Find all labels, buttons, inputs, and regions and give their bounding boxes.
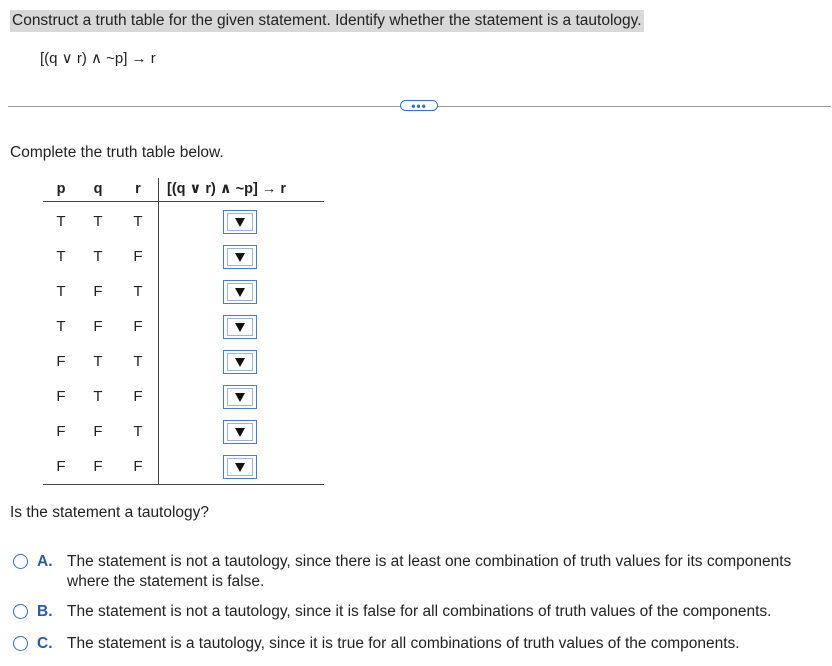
question-text: Construct a truth table for the given statement. Identify whether the statement is a tautology. [10, 10, 644, 32]
cell-q: T [93, 213, 103, 230]
cell-r: T [133, 423, 143, 440]
cell-p: F [56, 388, 66, 405]
option-a[interactable] [13, 552, 828, 592]
option-c-letter: C. [37, 635, 53, 652]
cell-p: F [56, 423, 66, 440]
truth-value-dropdown[interactable] [223, 455, 257, 479]
table-row [43, 344, 324, 379]
statement-expression: [(q ∨ r) ∧ ~p] → r [40, 50, 156, 67]
table-row [43, 379, 324, 414]
cell-r: F [133, 248, 143, 265]
chevron-down-icon [235, 428, 245, 437]
truth-value-dropdown[interactable] [223, 350, 257, 374]
cell-r: F [133, 388, 143, 405]
chevron-down-icon [235, 288, 245, 297]
header-q: q [93, 181, 103, 197]
dropdown-inner [227, 423, 253, 441]
cell-p: T [56, 318, 66, 335]
cell-r: F [133, 318, 143, 335]
chevron-down-icon [235, 323, 245, 332]
cell-p: F [56, 458, 66, 475]
cell-r: T [133, 283, 143, 300]
cell-r: T [133, 353, 143, 370]
header-r: r [135, 181, 141, 197]
option-b-text: The statement is not a tautology, since it is false for all combinations of truth values of the components. [67, 603, 772, 620]
table-row [43, 449, 324, 484]
dropdown-inner [227, 318, 253, 336]
tautology-question: Is the statement a tautology? [10, 504, 210, 521]
cell-p: T [56, 283, 66, 300]
cell-q: F [93, 458, 103, 475]
table-row [43, 414, 324, 449]
option-a-letter: A. [37, 553, 53, 570]
truth-value-dropdown[interactable] [223, 210, 257, 234]
table-instruction: Complete the truth table below. [10, 144, 224, 161]
chevron-down-icon [235, 463, 245, 472]
option-c-text: The statement is a tautology, since it is true for all combinations of truth values of the components. [67, 635, 740, 652]
chevron-down-icon [235, 358, 245, 367]
truth-table [43, 178, 324, 486]
truth-value-dropdown[interactable] [223, 315, 257, 339]
table-row [43, 239, 324, 274]
dropdown-inner [227, 213, 253, 231]
truth-value-dropdown[interactable] [223, 245, 257, 269]
cell-r: T [133, 213, 143, 230]
table-row [43, 274, 324, 309]
option-a-text: The statement is not a tautology, since there is at least one combination of truth values for its components where the statement is false. [67, 553, 792, 590]
table-bottom-border [43, 484, 324, 485]
dropdown-inner [227, 388, 253, 406]
header-expression: [(q ∨ r) ∧ ~p] → r [167, 181, 287, 197]
chevron-down-icon [235, 218, 245, 227]
radio-button-b[interactable] [13, 604, 28, 619]
cell-p: F [56, 353, 66, 370]
truth-value-dropdown[interactable] [223, 420, 257, 444]
header-divider [43, 201, 324, 202]
table-row [43, 204, 324, 239]
chevron-down-icon [235, 253, 245, 262]
cell-p: T [56, 248, 66, 265]
cell-p: T [56, 213, 66, 230]
radio-button-c[interactable] [13, 636, 28, 651]
cell-q: T [93, 388, 103, 405]
cell-r: F [133, 458, 143, 475]
dropdown-inner [227, 248, 253, 266]
cell-q: T [93, 353, 103, 370]
chevron-down-icon [235, 393, 245, 402]
dropdown-inner [227, 283, 253, 301]
dropdown-inner [227, 458, 253, 476]
header-p: p [56, 181, 66, 197]
radio-button-a[interactable] [13, 554, 28, 569]
truth-value-dropdown[interactable] [223, 280, 257, 304]
cell-q: F [93, 318, 103, 335]
table-row [43, 309, 324, 344]
truth-value-dropdown[interactable] [223, 385, 257, 409]
cell-q: F [93, 423, 103, 440]
option-b-letter: B. [37, 603, 53, 620]
cell-q: T [93, 248, 103, 265]
dropdown-inner [227, 353, 253, 371]
more-options-button[interactable]: ••• [400, 100, 438, 111]
cell-q: F [93, 283, 103, 300]
